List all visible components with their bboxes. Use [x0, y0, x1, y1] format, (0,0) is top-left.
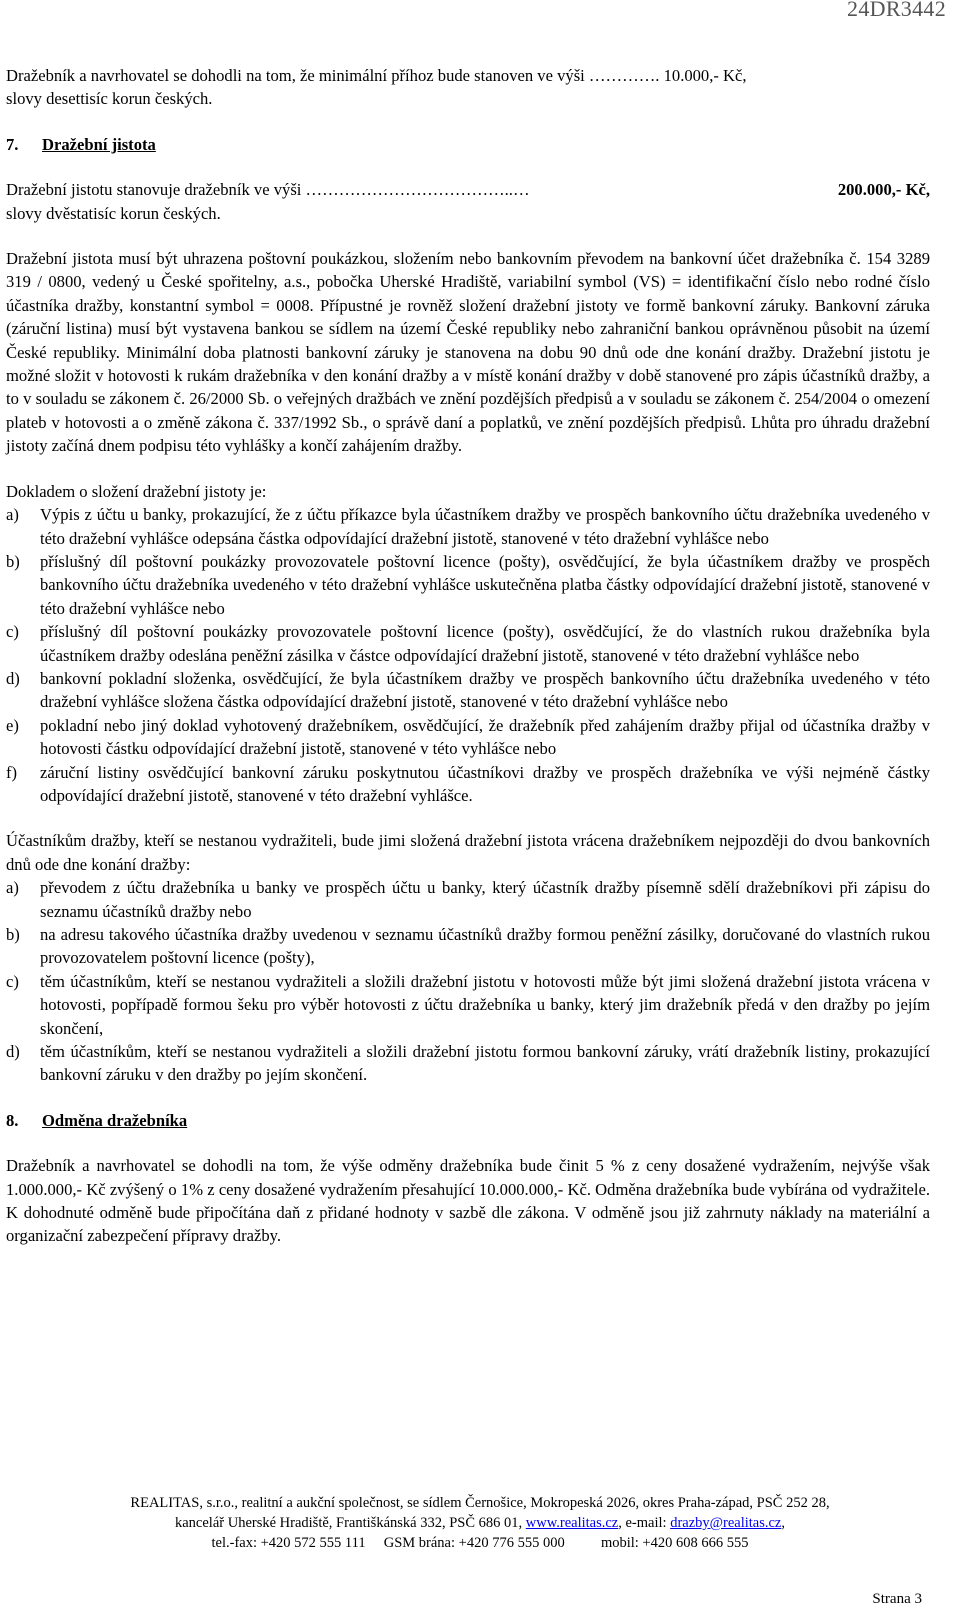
refund-intro: Účastníkům dražby, kteří se nestanou vydražiteli, bude jimi složená dražební jistota vrácena dražebníkem nejpozději do dvou bankovních dnů ode dne konání dražby:: [6, 831, 930, 874]
list-item: f) záruční listiny osvědčující bankovní záruku poskytnutou účastníkovi dražby ve prospěch dražebníka ve výši nejméně částky odpovídající dražební jistotě, stanovené v této dražební vyhlášce.: [6, 762, 930, 805]
section-8-title: Odměna dražebníka: [42, 1110, 188, 1130]
page-number: Strana 3: [872, 1591, 922, 1607]
section-8-heading: [6, 1109, 930, 1132]
list-item: c) příslušný díl poštovní poukázky provozovatele poštovní licence (pošty), osvědčující, že do vlastních rukou dražebníka byla účastníkem dražby odeslána peněžní zásilka v částce odpovídající dražební jistotě, stanovené v této dražební vyhlášce nebo: [6, 622, 930, 665]
list-item: d) bankovní pokladní složenka, osvědčující, že byla účastníkem dražby ve prospěch bankovního účtu dražebníka uvedeného v této dražební vyhlášce složena částka odpovídající dražební jistotě, stanovené v této dražební vyhlášce nebo: [6, 668, 930, 712]
list-item: b) na adresu takového účastníka dražby uvedenou v seznamu účastníků dražby formou peněžní zásilky, doručované do vlastních rukou provozovatelem poštovní licence (pošty),: [6, 925, 930, 968]
list-item: d) těm účastníkům, kteří se nestanou vydražiteli a složili dražební jistotu formou bankovní záruky, vrátí dražebník listiny, prokazující bankovní záruku v den dražby po jejím skončení.: [6, 1042, 930, 1085]
list-item: b) příslušný díl poštovní poukázky provozovatele poštovní licence (pošty), osvědčující, že byla účastníkem dražby ve prospěch bankovního účtu dražebníka uvedeného v této dražební vyhlášce uskutečněna platba částky odpovídající dražební jistotě, stanovené v této dražební vyhlášce nebo: [6, 551, 930, 618]
list-item: a) převodem z účtu dražebníka u banky ve prospěch účtu u banky, který účastník dražby písemně sdělí dražebníkovi při zápisu do seznamu účastníků dražby nebo: [6, 878, 930, 921]
deposit-line2: slovy dvěstatisíc korun českých.: [6, 203, 221, 223]
section-7-title: Dražební jistota: [42, 134, 156, 154]
fee-paragraph: Dražebník a navrhovatel se dohodli na tom, že výše odměny dražebníka bude činit 5 % z ceny dosažené vydražením, nejvýše však 1.000.000,- Kč zvýšený o 1% z ceny dosažené vydražením přesahující 10.000.000,- Kč. Odměna dražebníka bude vybírána od vydražitele. K dohodnuté odměně bude připočítána daň z přidané hodnoty v sazbě dle zákona. V odměně jsou již zahrnuty náklady na materiální a organizační zabezpečení přípravy dražby.: [6, 1156, 930, 1246]
section-7-number: 7.: [6, 134, 19, 154]
document-body: [6, 64, 930, 1248]
min-bid-line1: Dražebník a navrhovatel se dohodli na tom, že minimální příhoz bude stanoven ve výši …………. 10.000,- Kč,: [6, 66, 747, 85]
deposit-line1: Dražební jistotu stanovuje dražebník ve výši ………………………………..…: [6, 180, 530, 200]
list-item: c) těm účastníkům, kteří se nestanou vydražiteli a složili dražební jistotu v hotovosti může být jimi složená dražební jistota vrácena v hotovosti, popřípadě formou šeku pro výběr hotovosti z účtu dražebníka u banky, který jim dražebník předá v den dražby po jejím skončení,: [6, 971, 930, 1038]
section-7-heading: [6, 133, 930, 156]
payment-paragraph: Dražební jistota musí být uhrazena poštovní poukázkou, složením nebo bankovním převodem na bankovní účet dražebníka č. 154 3289 319 / 0800, vedený u České spořitelny, a.s., pobočka Uherské Hradiště, variabilní symbol (VS) = identifikační číslo nebo rodné číslo účastníka dražby, konstantní symbol = 0008. Přípustné je rovněž složení dražební jistoty ve formě bankovní záruky. Bankovní záruka (záruční listina) musí být vystavena bankou se sídlem na území České republiky nebo zahraniční bankou oprávněnou působit na území České republiky. Minimální doba platnosti bankovní záruky je stanovena na dobu 90 dnů ode dne konání dražby. Dražební jistotu je možné složit v hotovosti k rukám dražebníka v den konání dražby a v místě konání dražby v době stanovené pro zápis účastníků dražby, a to v souladu se zákonem č. 26/2000 Sb. o veřejných dražbách ve znění pozdějších předpisů a v souladu se zákonem č. 254/2004 o omezení plateb v hotovosti a o změně zákona č. 337/1992 Sb., o správě daní a poplatků, ve znění pozdějších předpisů. Lhůta pro úhradu dražební jistoty začíná dnem podpisu této vyhlášky a končí zahájením dražby.: [6, 249, 930, 456]
proof-list: [6, 503, 930, 807]
deposit-amount: 200.000,- Kč,: [837, 180, 930, 200]
footer-line-3: tel.-fax: +420 572 555 111 GSM brána: +420 776 555 000 mobil: +420 608 666 555: [211, 1535, 749, 1551]
deposit-paragraph: [6, 178, 930, 225]
min-bid-paragraph: [6, 64, 930, 111]
page-footer: [0, 1493, 960, 1553]
proof-intro: Dokladem o složení dražební jistoty je:: [6, 481, 267, 501]
refund-list: [6, 876, 930, 1087]
section-8-number: 8.: [6, 1110, 19, 1130]
list-item: a) Výpis z účtu u banky, prokazující, že z účtu příkazce byla účastníkem dražby ve prospěch bankovního účtu dražebníka uvedeného v této dražební vyhlášce odepsána částka odpovídající dražební jistotě, stanovené v této dražební vyhlášce nebo: [6, 505, 930, 548]
footer-line-2: kancelář Uherské Hradiště, Františkánská 332, PSČ 686 01, www.realitas.cz, e-mail: drazby@realitas.cz,: [175, 1515, 785, 1531]
min-bid-line2: slovy desettisíc korun českých.: [6, 89, 213, 109]
footer-line-1: REALITAS, s.r.o., realitní a aukční společnost, se sídlem Černošice, Mokropeská 2026, okres Praha-západ, PSČ 252 28,: [130, 1495, 830, 1511]
website-link[interactable]: www.realitas.cz: [525, 1515, 619, 1531]
list-item: e) pokladní nebo jiný doklad vyhotovený dražebníkem, osvědčující, že dražebník před zahájením dražby přijal od účastníka dražby v hotovosti částku odpovídající dražební jistotě, stanovené v této vyhlášce nebo: [6, 715, 930, 759]
email-link[interactable]: drazby@realitas.cz: [670, 1515, 782, 1531]
document-id: 24DR3442: [847, 0, 946, 21]
